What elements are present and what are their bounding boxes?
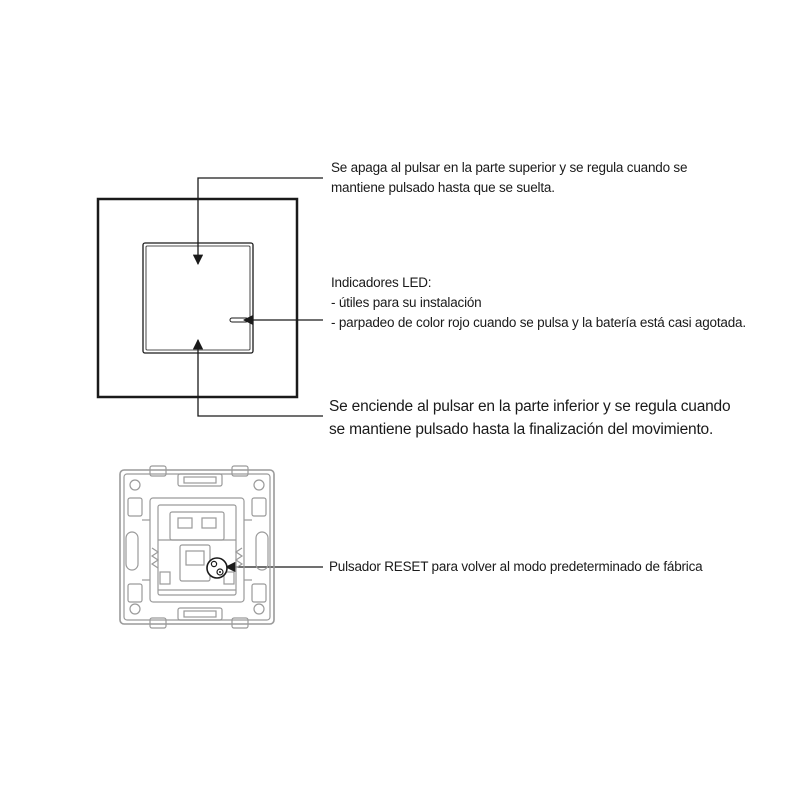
callout-led-line-1: - útiles para su instalación	[331, 295, 482, 310]
callout-reset-text	[329, 557, 702, 577]
reset-button	[207, 558, 227, 578]
callout-leaders	[198, 178, 323, 567]
callout-led-text	[331, 273, 746, 333]
callout-bottom-line-2: se mantiene pulsado hasta la finalización del movimiento.	[329, 421, 714, 438]
leader-bottom	[198, 340, 323, 416]
callout-top-line-2: mantiene pulsado hasta que se suelta.	[331, 180, 555, 195]
callout-bottom-line-1: Se enciende al pulsar en la parte inferior y se regula cuando	[329, 398, 731, 415]
switch-mechanism-drawing	[120, 466, 274, 628]
callout-led-line-2: - parpadeo de color rojo cuando se pulsa y la batería está casi agotada.	[331, 315, 746, 330]
callout-led-title: Indicadores LED:	[331, 275, 432, 290]
leader-top	[198, 178, 323, 264]
callout-top-text	[331, 158, 687, 198]
callout-bottom-text	[329, 395, 730, 441]
callout-top-line-1: Se apaga al pulsar en la parte superior y se regula cuando se	[331, 160, 688, 175]
callout-reset-line-1: Pulsador RESET para volver al modo predeterminado de fábrica	[329, 559, 703, 574]
